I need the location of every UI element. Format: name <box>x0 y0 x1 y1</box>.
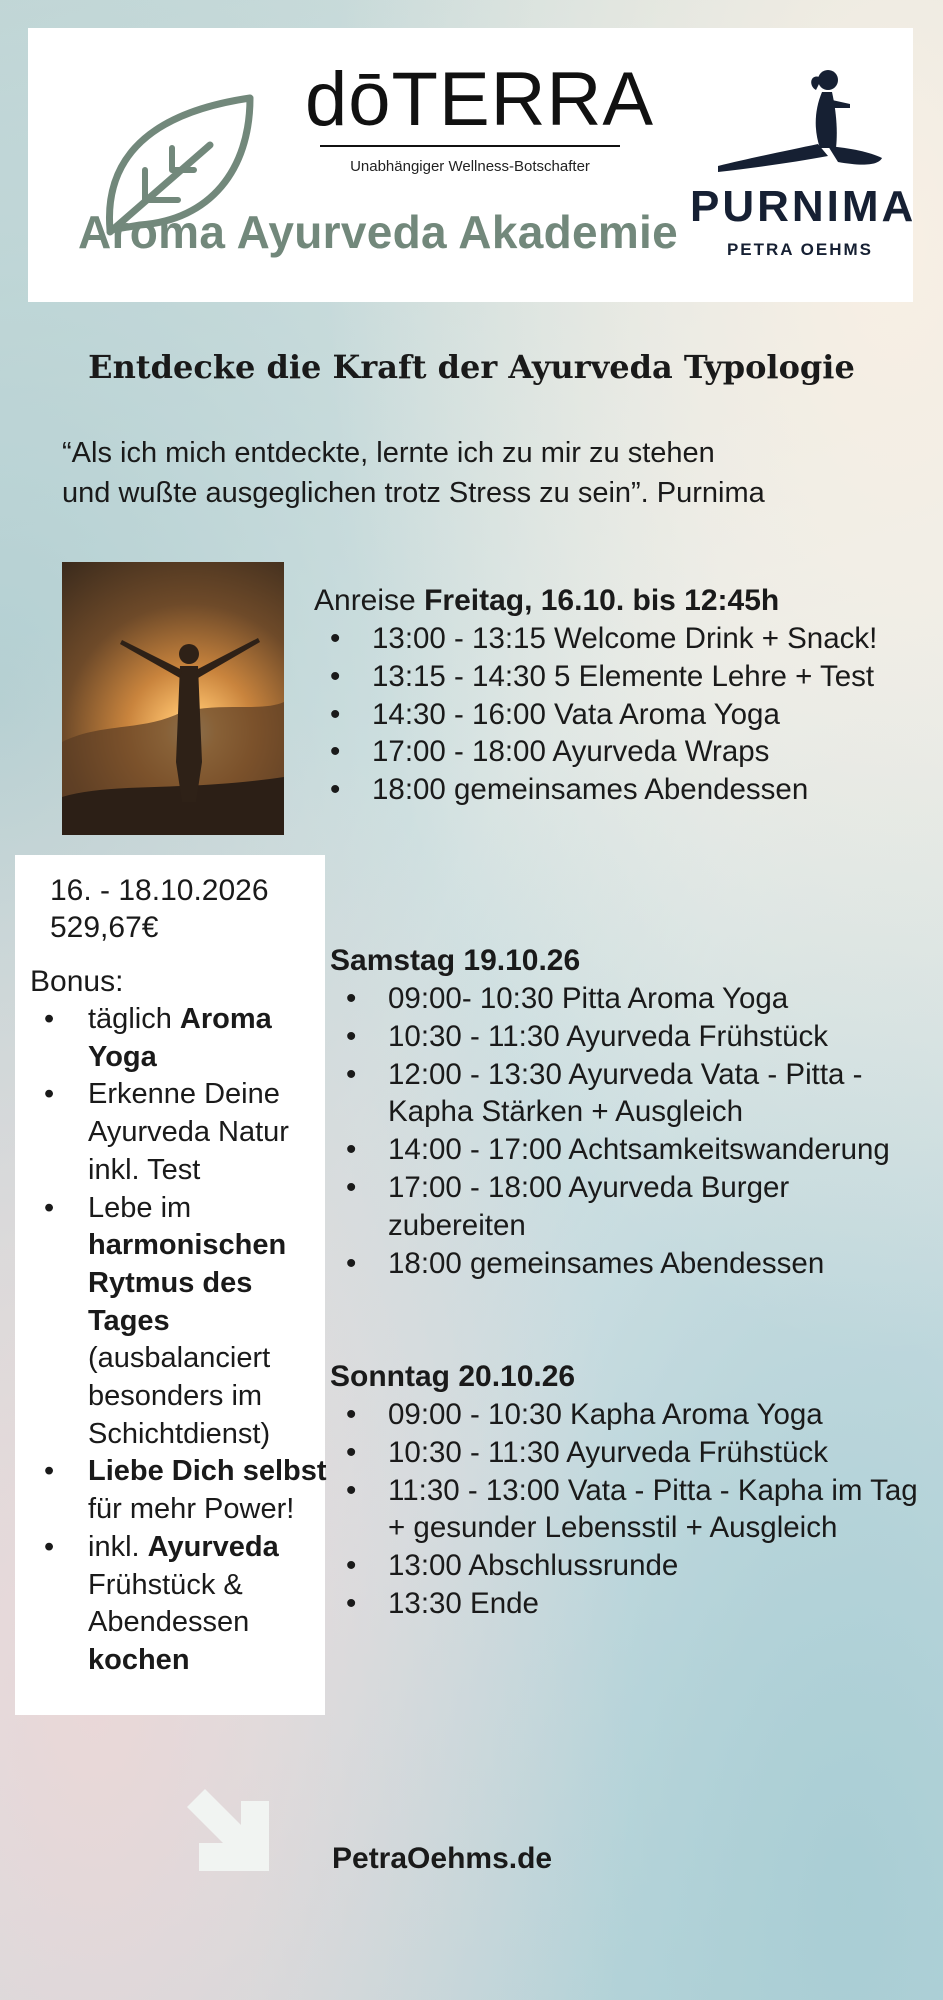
schedule-item: • 13:00 - 13:15 Welcome Drink + Snack! <box>314 620 904 658</box>
schedule-item: • 12:00 - 13:30 Ayurveda Vata - Pitta -Kapha Stärken + Ausgleich <box>330 1056 920 1132</box>
sunday-heading: Sonntag 20.10.26 <box>330 1360 576 1393</box>
schedule-item: • 11:30 - 13:00 Vata - Pitta - Kapha im Tag + gesunder Lebensstil + Ausgleich <box>330 1472 920 1548</box>
sunday-schedule <box>330 1396 920 1623</box>
friday-heading: Anreise Freitag, 16.10. bis 12:45h <box>314 584 780 617</box>
doterra-logo-text: dōTERRA <box>305 57 655 142</box>
bonus-item: • inkl. Ayurveda Frühstück & Abendessen kochen <box>30 1529 330 1680</box>
schedule-item: • 09:00 - 10:30 Kapha Aroma Yoga <box>330 1396 920 1434</box>
schedule-item: • 14:00 - 17:00 Achtsamkeitswanderung <box>330 1131 920 1169</box>
schedule-item: • 18:00 gemeinsames Abendessen <box>330 1245 920 1283</box>
yoga-pose-icon <box>710 66 890 186</box>
bonus-item: • Erkenne Deine Ayurveda Natur inkl. Test <box>30 1076 330 1189</box>
purnima-logo-text: PURNIMA <box>690 182 917 231</box>
schedule-item: • 13:15 - 14:30 5 Elemente Lehre + Test <box>314 658 904 696</box>
doterra-divider <box>320 145 620 147</box>
event-price: 529,67€ <box>50 911 159 944</box>
quote-line: und wußte ausgeglichen trotz Stress zu sein”. Purnima <box>62 477 765 509</box>
schedule-item: • 10:30 - 11:30 Ayurveda Frühstück <box>330 1018 920 1056</box>
schedule-item: • 18:00 gemeinsames Abendessen <box>314 771 904 809</box>
doterra-subtitle: Unabhängiger Wellness-Botschafter <box>350 158 590 175</box>
schedule-item: • 17:00 - 18:00 Ayurveda Wraps <box>314 733 904 771</box>
page-title: Entdecke die Kraft der Ayurveda Typologie <box>88 348 855 386</box>
schedule-item: • 09:00- 10:30 Pitta Aroma Yoga <box>330 980 920 1018</box>
arrow-down-right-icon <box>183 1785 278 1880</box>
schedule-item: • 13:30 Ende <box>330 1585 920 1623</box>
bonus-item: • Lebe im harmonischen Rytmus des Tages (ausbalanciert besonders im Schichtdienst) <box>30 1190 330 1454</box>
bonus-label: Bonus: <box>30 965 124 998</box>
website-link[interactable]: PetraOehms.de <box>332 1842 553 1875</box>
schedule-item: • 14:30 - 16:00 Vata Aroma Yoga <box>314 696 904 734</box>
saturday-schedule <box>330 980 920 1282</box>
quote-line: “Als ich mich entdeckte, lernte ich zu mir zu stehen <box>62 437 715 469</box>
akademie-logo-text: Aroma Ayurveda Akademie <box>78 206 679 258</box>
bonus-item: • täglich Aroma Yoga <box>30 1001 330 1076</box>
sunset-photo <box>62 562 284 835</box>
quote <box>62 433 922 513</box>
bonus-list <box>30 1001 330 1680</box>
saturday-heading: Samstag 19.10.26 <box>330 944 581 977</box>
schedule-item: • 17:00 - 18:00 Ayurveda Burger zubereiten <box>330 1169 920 1245</box>
friday-schedule <box>314 620 904 809</box>
event-date: 16. - 18.10.2026 <box>50 874 269 907</box>
schedule-item: • 10:30 - 11:30 Ayurveda Frühstück <box>330 1434 920 1472</box>
schedule-item: • 13:00 Abschlussrunde <box>330 1547 920 1585</box>
person-silhouette-icon <box>62 562 284 835</box>
bonus-item: • Liebe Dich selbst für mehr Power! <box>30 1453 330 1528</box>
purnima-owner-text: PETRA OEHMS <box>726 240 874 259</box>
